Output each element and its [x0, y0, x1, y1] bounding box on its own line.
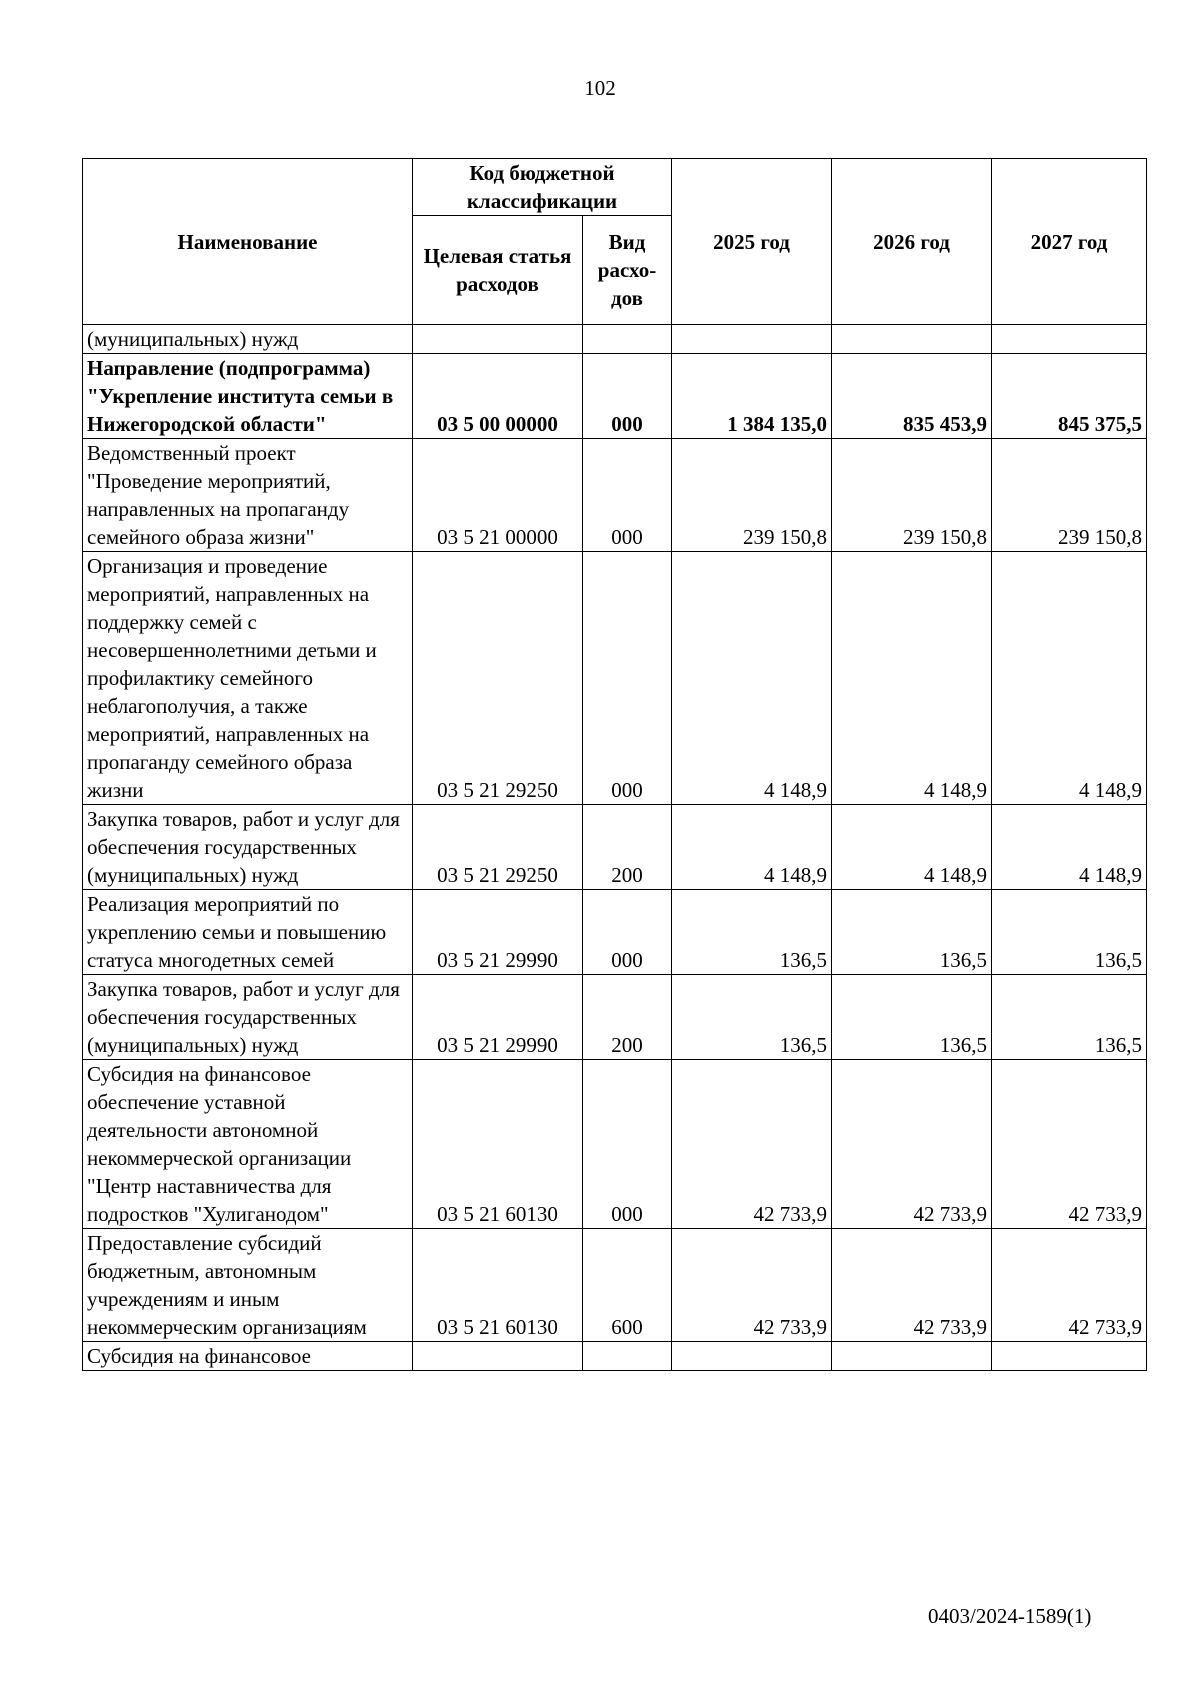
document-code: 0403/2024-1589(1) [928, 1604, 1092, 1628]
row-value-2027: 136,5 [992, 890, 1147, 975]
row-value-2025: 136,5 [672, 890, 832, 975]
table-row [83, 552, 1147, 805]
row-value-2025: 4 148,9 [672, 552, 832, 805]
row-target-code: 03 5 21 29990 [413, 975, 583, 1060]
row-target-code: 03 5 21 60130 [413, 1229, 583, 1342]
header-expense-type: Вид расхо-дов [583, 216, 672, 325]
row-value-2025 [672, 325, 832, 354]
row-value-2026: 42 733,9 [832, 1060, 992, 1229]
row-name: Ведомственный проект "Проведение мероприятий, направленных на пропаганду семейного образа жизни" [83, 439, 413, 552]
row-expense-type: 000 [583, 552, 672, 805]
header-year-2026: 2026 год [832, 159, 992, 325]
row-target-code: 03 5 21 29250 [413, 805, 583, 890]
row-value-2027 [992, 1342, 1147, 1371]
row-value-2025: 239 150,8 [672, 439, 832, 552]
row-target-code: 03 5 21 60130 [413, 1060, 583, 1229]
header-name: Наименование [83, 159, 413, 325]
table-row [83, 1060, 1147, 1229]
row-value-2026: 136,5 [832, 890, 992, 975]
row-value-2027: 136,5 [992, 975, 1147, 1060]
row-value-2026: 239 150,8 [832, 439, 992, 552]
header-budget-code-group: Код бюджетной классификации [413, 159, 672, 216]
row-value-2027: 239 150,8 [992, 439, 1147, 552]
row-expense-type: 200 [583, 805, 672, 890]
row-expense-type: 000 [583, 439, 672, 552]
row-name: Направление (подпрограмма) "Укрепление института семьи в Нижегородской области" [83, 354, 413, 439]
row-expense-type [583, 1342, 672, 1371]
table-row [83, 1229, 1147, 1342]
row-value-2027: 4 148,9 [992, 805, 1147, 890]
row-value-2026: 136,5 [832, 975, 992, 1060]
row-value-2027: 4 148,9 [992, 552, 1147, 805]
row-value-2026 [832, 325, 992, 354]
row-name: Закупка товаров, работ и услуг для обеспечения государственных (муниципальных) нужд [83, 975, 413, 1060]
table-row [83, 890, 1147, 975]
row-name: Субсидия на финансовое [83, 1342, 413, 1371]
row-expense-type: 000 [583, 1060, 672, 1229]
row-expense-type: 600 [583, 1229, 672, 1342]
row-value-2025: 136,5 [672, 975, 832, 1060]
row-value-2025: 42 733,9 [672, 1060, 832, 1229]
row-value-2026: 4 148,9 [832, 805, 992, 890]
row-target-code [413, 1342, 583, 1371]
row-expense-type [583, 325, 672, 354]
row-expense-type: 000 [583, 354, 672, 439]
row-name: Реализация мероприятий по укреплению семьи и повышению статуса многодетных семей [83, 890, 413, 975]
table-row [83, 1342, 1147, 1371]
row-value-2027 [992, 325, 1147, 354]
table-body [83, 325, 1147, 1371]
row-expense-type: 200 [583, 975, 672, 1060]
table-row [83, 325, 1147, 354]
row-name: Закупка товаров, работ и услуг для обеспечения государственных (муниципальных) нужд [83, 805, 413, 890]
table-row [83, 805, 1147, 890]
page-number: 102 [584, 76, 616, 100]
table-row [83, 975, 1147, 1060]
budget-table [82, 158, 1147, 1371]
row-name: (муниципальных) нужд [83, 325, 413, 354]
header-year-2027: 2027 год [992, 159, 1147, 325]
row-name: Субсидия на финансовое обеспечение уставной деятельности автономной некоммерческой организации "Центр наставничества для подростков "Хулиганодом" [83, 1060, 413, 1229]
row-value-2027: 42 733,9 [992, 1060, 1147, 1229]
row-value-2025: 42 733,9 [672, 1229, 832, 1342]
row-value-2026: 835 453,9 [832, 354, 992, 439]
row-target-code: 03 5 21 29990 [413, 890, 583, 975]
row-expense-type: 000 [583, 890, 672, 975]
row-value-2027: 845 375,5 [992, 354, 1147, 439]
row-target-code: 03 5 21 29250 [413, 552, 583, 805]
header-year-2025: 2025 год [672, 159, 832, 325]
table-header [83, 159, 1147, 325]
row-name: Предоставление субсидий бюджетным, автономным учреждениям и иным некоммерческим организациям [83, 1229, 413, 1342]
row-value-2026 [832, 1342, 992, 1371]
row-value-2026: 4 148,9 [832, 552, 992, 805]
row-target-code: 03 5 00 00000 [413, 354, 583, 439]
row-target-code: 03 5 21 00000 [413, 439, 583, 552]
row-value-2025: 4 148,9 [672, 805, 832, 890]
row-value-2025 [672, 1342, 832, 1371]
row-value-2027: 42 733,9 [992, 1229, 1147, 1342]
header-target-article: Целевая статья расходов [413, 216, 583, 325]
row-name: Организация и проведение мероприятий, направленных на поддержку семей с несовершеннолетними детьми и профилактику семейного неблагополучия, а также мероприятий, направленных на пропаганду семейного образа жизни [83, 552, 413, 805]
row-value-2025: 1 384 135,0 [672, 354, 832, 439]
table-row [83, 439, 1147, 552]
row-target-code [413, 325, 583, 354]
row-value-2026: 42 733,9 [832, 1229, 992, 1342]
table-row [83, 354, 1147, 439]
